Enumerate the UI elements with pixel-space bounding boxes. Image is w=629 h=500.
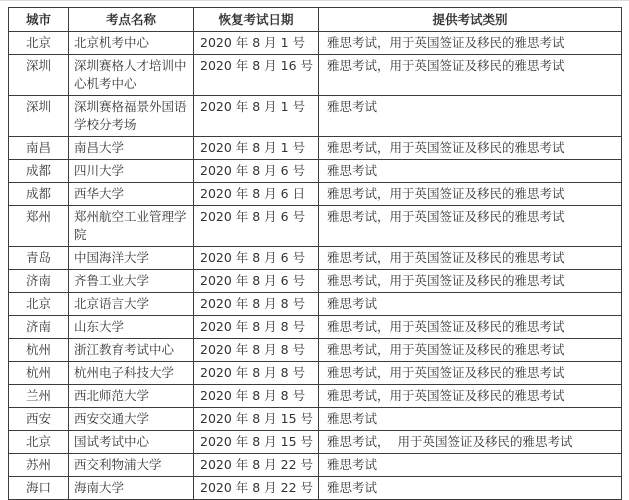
exam-category-cell: 雅思考试 [319, 160, 622, 183]
city-cell: 深圳 [9, 96, 69, 137]
table-row [9, 270, 622, 293]
table-header [9, 8, 622, 32]
city-cell: 北京 [9, 431, 69, 454]
table-row [9, 362, 622, 385]
city-cell: 济南 [9, 270, 69, 293]
city-cell: 杭州 [9, 362, 69, 385]
city-cell: 成都 [9, 183, 69, 206]
table-row [9, 55, 622, 96]
test-center-cell: 中国海洋大学 [69, 247, 194, 270]
test-center-cell: 齐鲁工业大学 [69, 270, 194, 293]
table-row [9, 96, 622, 137]
resume-date-cell: 2020 年 8 月 8 号 [194, 316, 319, 339]
table-row [9, 408, 622, 431]
exam-category-cell: 雅思考试 [319, 477, 622, 500]
resume-date-cell: 2020 年 8 月 15 号 [194, 431, 319, 454]
city-cell: 深圳 [9, 55, 69, 96]
table-row [9, 32, 622, 55]
exam-category-cell: 雅思考试，用于英国签证及移民的雅思考试 [319, 316, 622, 339]
city-cell: 北京 [9, 32, 69, 55]
resume-date-cell: 2020 年 8 月 1 号 [194, 96, 319, 137]
exam-category-cell: 雅思考试，用于英国签证及移民的雅思考试 [319, 247, 622, 270]
test-center-cell: 杭州电子科技大学 [69, 362, 194, 385]
table-row [9, 160, 622, 183]
resume-date-cell: 2020 年 8 月 22 号 [194, 454, 319, 477]
header-resume-date: 恢复考试日期 [194, 8, 319, 32]
test-center-cell: 深圳赛格福景外国语学校分考场 [69, 96, 194, 137]
exam-category-cell: 雅思考试，用于英国签证及移民的雅思考试 [319, 183, 622, 206]
test-center-cell: 北京语言大学 [69, 293, 194, 316]
exam-category-cell: 雅思考试，用于英国签证及移民的雅思考试 [319, 32, 622, 55]
table-row [9, 316, 622, 339]
exam-category-cell: 雅思考试 [319, 454, 622, 477]
city-cell: 青岛 [9, 247, 69, 270]
resume-date-cell: 2020 年 8 月 22 号 [194, 477, 319, 500]
test-center-cell: 山东大学 [69, 316, 194, 339]
table-row [9, 137, 622, 160]
resume-date-cell: 2020 年 8 月 8 号 [194, 362, 319, 385]
test-center-cell: 西北师范大学 [69, 385, 194, 408]
table-row [9, 247, 622, 270]
table-row [9, 454, 622, 477]
test-center-cell: 深圳赛格人才培训中心机考中心 [69, 55, 194, 96]
table-row [9, 385, 622, 408]
table-row [9, 477, 622, 500]
exam-category-cell: 雅思考试， 用于英国签证及移民的雅思考试 [319, 431, 622, 454]
test-center-cell: 浙江教育考试中心 [69, 339, 194, 362]
resume-date-cell: 2020 年 8 月 6 号 [194, 206, 319, 247]
city-cell: 北京 [9, 293, 69, 316]
resume-date-cell: 2020 年 8 月 8 号 [194, 339, 319, 362]
test-center-cell: 四川大学 [69, 160, 194, 183]
city-cell: 西安 [9, 408, 69, 431]
exam-category-cell: 雅思考试 [319, 96, 622, 137]
city-cell: 苏州 [9, 454, 69, 477]
resume-date-cell: 2020 年 8 月 6 号 [194, 247, 319, 270]
exam-category-cell: 雅思考试，用于英国签证及移民的雅思考试 [319, 339, 622, 362]
test-center-cell: 西安交通大学 [69, 408, 194, 431]
test-center-cell: 北京机考中心 [69, 32, 194, 55]
exam-category-cell: 雅思考试 [319, 293, 622, 316]
city-cell: 海口 [9, 477, 69, 500]
table-row [9, 206, 622, 247]
exam-category-cell: 雅思考试，用于英国签证及移民的雅思考试 [319, 362, 622, 385]
test-center-cell: 国试考试中心 [69, 431, 194, 454]
resume-date-cell: 2020 年 8 月 1 号 [194, 32, 319, 55]
header-row [9, 8, 622, 32]
ielts-exam-centers-table [8, 7, 622, 500]
table-row [9, 183, 622, 206]
resume-date-cell: 2020 年 8 月 15 号 [194, 408, 319, 431]
exam-category-cell: 雅思考试，用于英国签证及移民的雅思考试 [319, 55, 622, 96]
table-body [9, 32, 622, 500]
resume-date-cell: 2020 年 8 月 16 号 [194, 55, 319, 96]
resume-date-cell: 2020 年 8 月 6 号 [194, 160, 319, 183]
exam-category-cell: 雅思考试，用于英国签证及移民的雅思考试 [319, 206, 622, 247]
test-center-cell: 西华大学 [69, 183, 194, 206]
table-row [9, 431, 622, 454]
test-center-cell: 西交利物浦大学 [69, 454, 194, 477]
city-cell: 兰州 [9, 385, 69, 408]
city-cell: 成都 [9, 160, 69, 183]
header-city: 城市 [9, 8, 69, 32]
resume-date-cell: 2020 年 8 月 8 号 [194, 385, 319, 408]
resume-date-cell: 2020 年 8 月 8 号 [194, 293, 319, 316]
table-row [9, 293, 622, 316]
header-exam-category: 提供考试类别 [319, 8, 622, 32]
resume-date-cell: 2020 年 8 月 1 号 [194, 137, 319, 160]
exam-category-cell: 雅思考试，用于英国签证及移民的雅思考试 [319, 270, 622, 293]
exam-category-cell: 雅思考试 [319, 408, 622, 431]
exam-category-cell: 雅思考试，用于英国签证及移民的雅思考试 [319, 385, 622, 408]
header-test-center: 考点名称 [69, 8, 194, 32]
city-cell: 济南 [9, 316, 69, 339]
resume-date-cell: 2020 年 8 月 6 号 [194, 270, 319, 293]
city-cell: 南昌 [9, 137, 69, 160]
table-row [9, 339, 622, 362]
city-cell: 杭州 [9, 339, 69, 362]
city-cell: 郑州 [9, 206, 69, 247]
test-center-cell: 郑州航空工业管理学院 [69, 206, 194, 247]
test-center-cell: 南昌大学 [69, 137, 194, 160]
test-center-cell: 海南大学 [69, 477, 194, 500]
exam-table-container [8, 7, 621, 500]
resume-date-cell: 2020 年 8 月 6 日 [194, 183, 319, 206]
exam-category-cell: 雅思考试，用于英国签证及移民的雅思考试 [319, 137, 622, 160]
